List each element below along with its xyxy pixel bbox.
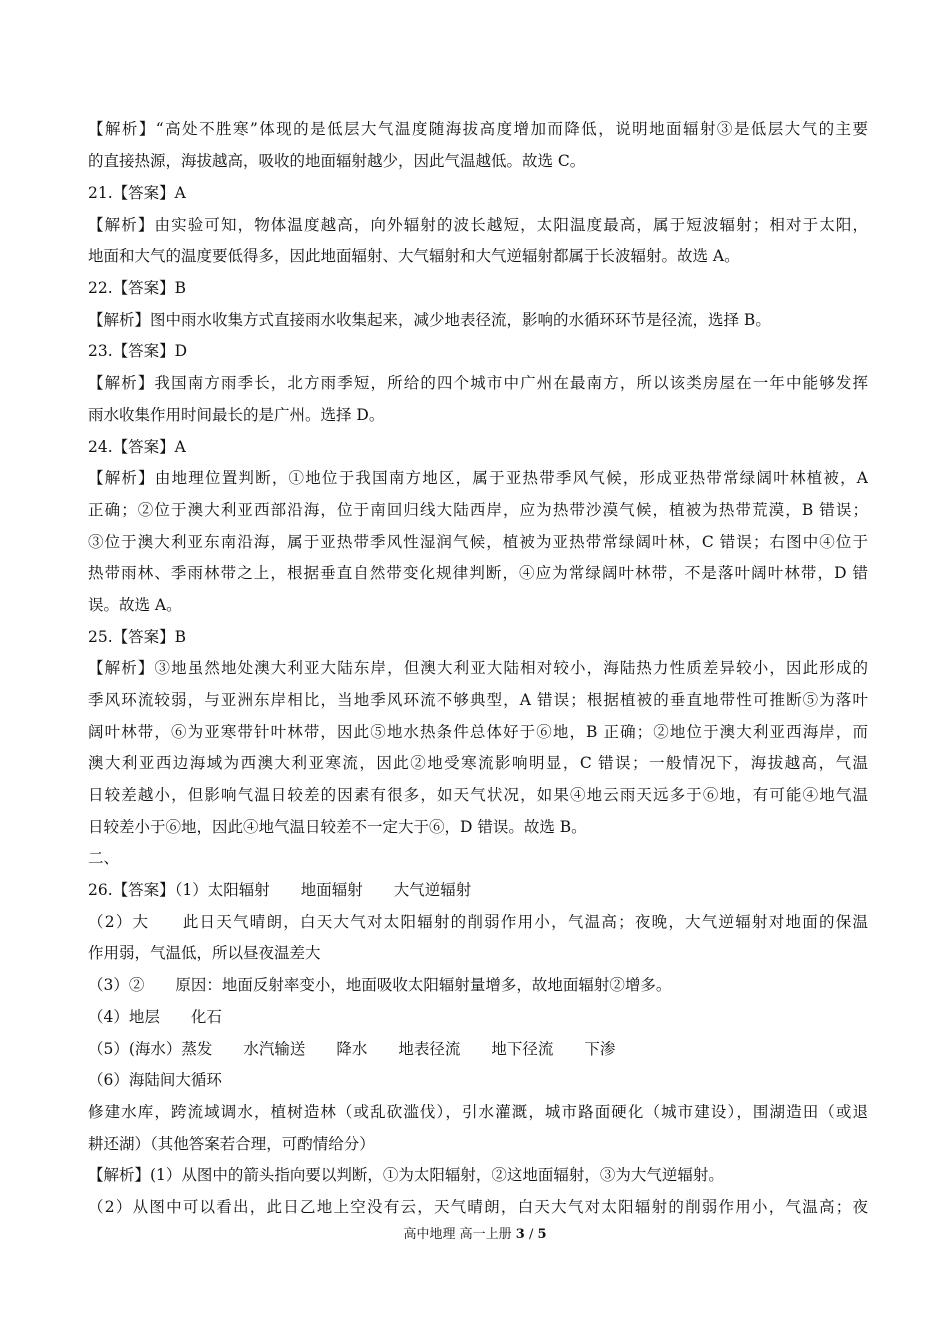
text-line: 地面和大气的温度要低得多，因此地面辐射、大气辐射和大气逆辐射都属于长波辐射。故选 A。 xyxy=(88,247,740,265)
text-line: 【解析】(1）从图中的箭头指向要以判断，①为太阳辐射，②这地面辐射，③为大气逆辐射。 xyxy=(88,1166,724,1184)
text-line: （4）地层 化石 xyxy=(88,1008,222,1026)
text-line: 23.【答案】D xyxy=(88,342,188,360)
text-line: 【解析】“高处不胜寒”体现的是低层大气温度随海拔高度增加而降低，说明地面辐射③是低层大气的主要 xyxy=(88,120,868,138)
footer-page-sep: / xyxy=(528,1227,538,1242)
text-line: 的直接热源，海拔越高，吸收的地面辐射越少，因此气温越低。故选 C。 xyxy=(88,152,586,170)
footer-course: 高中地理 高一上册 xyxy=(403,1227,512,1242)
text-line: 日较差小于⑥地，因此④地气温日较差不一定大于⑥，D 错误。故选 B。 xyxy=(88,818,587,836)
text-line: 【解析】由地理位置判断，①地位于我国南方地区，属于亚热带季风气候，形成亚热带常绿阔叶林植被，A xyxy=(88,469,868,487)
text-line: 澳大利亚西边海域为西澳大利亚寒流，因此②地受寒流影响明显，C 错误；一般情况下，海拔越高，气温 xyxy=(88,754,868,772)
text-line: 误。故选 A。 xyxy=(88,596,182,614)
text-line: 【解析】③地虽然地处澳大利亚大陆东岸，但澳大利亚大陆相对较小，海陆热力性质差异较小，因此形成的 xyxy=(88,659,868,677)
text-line: （2）从图中可以看出，此日乙地上空没有云，天气晴朗，白天大气对太阳辐射的削弱作用小，气温高；夜 xyxy=(88,1198,868,1216)
text-line: 日较差越小，但影响气温日较差的因素有很多，如天气状况，如果④地云雨天远多于⑥地，有可能④地气温 xyxy=(88,786,868,804)
text-line: （2）大 此日天气晴朗，白天大气对太阳辐射的削弱作用小，气温高；夜晚，大气逆辐射对地面的保温 xyxy=(88,913,868,931)
text-line: 热带雨林、季雨林带之上，根据垂直自然带变化规律判断，④应为常绿阔叶林带，不是落叶阔叶林带，D 错 xyxy=(88,564,868,582)
page-footer xyxy=(0,1226,950,1244)
text-line: 25.【答案】B xyxy=(88,628,187,646)
text-line: 阔叶林带，⑥为亚寒带针叶林带，因此⑤地水热条件总体好于⑥地，B 正确；②地位于澳大利亚西海岸，而 xyxy=(88,723,868,741)
text-line: 作用弱，气温低，所以昼夜温差大 xyxy=(88,944,321,962)
text-line: 耕还湖）（其他答案若合理，可酌情给分） xyxy=(88,1135,375,1153)
text-line: 21.【答案】A xyxy=(88,184,186,202)
text-line: ③位于澳大利亚东南沿海，属于亚热带季风性湿润气候，植被为亚热带常绿阔叶林，C 错误；右图中④位于 xyxy=(88,533,868,551)
text-line: 二、 xyxy=(88,849,120,867)
text-line: 季风环流较弱，与亚洲东岸相比，当地季风环流不够典型，A 错误；根据植被的垂直地带性可推断⑤为落叶 xyxy=(88,691,868,709)
text-line: 22.【答案】B xyxy=(88,279,187,297)
text-line: 修建水库，跨流域调水，植树造林（或乱砍滥伐），引水灌溉，城市路面硬化（城市建设），围湖造田（或退 xyxy=(88,1103,868,1121)
footer-page-total: 5 xyxy=(537,1227,547,1242)
text-line: （3）② 原因：地面反射率变小，地面吸收太阳辐射量增多，故地面辐射②增多。 xyxy=(88,976,672,994)
text-line: 【解析】由实验可知，物体温度越高，向外辐射的波长越短，太阳温度最高，属于短波辐射；相对于太阳， xyxy=(88,216,868,234)
footer-page-current: 3 xyxy=(515,1227,525,1242)
text-line: 【解析】图中雨水收集方式直接雨水收集起来，减少地表径流，影响的水循环环节是径流，选择 B。 xyxy=(88,311,771,329)
text-line: 【解析】我国南方雨季长，北方雨季短，所给的四个城市中广州在最南方，所以该类房屋在一年中能够发挥 xyxy=(88,374,868,392)
text-line: 正确；②位于澳大利亚西部沿海，位于南回归线大陆西岸，应为热带沙漠气候，植被为热带荒漠，B 错误； xyxy=(88,501,868,519)
text-line: （5）(海水）蒸发 水汽输送 降水 地表径流 地下径流 下渗 xyxy=(88,1040,616,1058)
text-line: 24.【答案】A xyxy=(88,438,186,456)
text-line: 雨水收集作用时间最长的是广州。选择 D。 xyxy=(88,406,385,424)
text-line: 26.【答案】（1）太阳辐射 地面辐射 大气逆辐射 xyxy=(88,881,472,899)
text-line: （6）海陆间大循环 xyxy=(88,1071,222,1089)
